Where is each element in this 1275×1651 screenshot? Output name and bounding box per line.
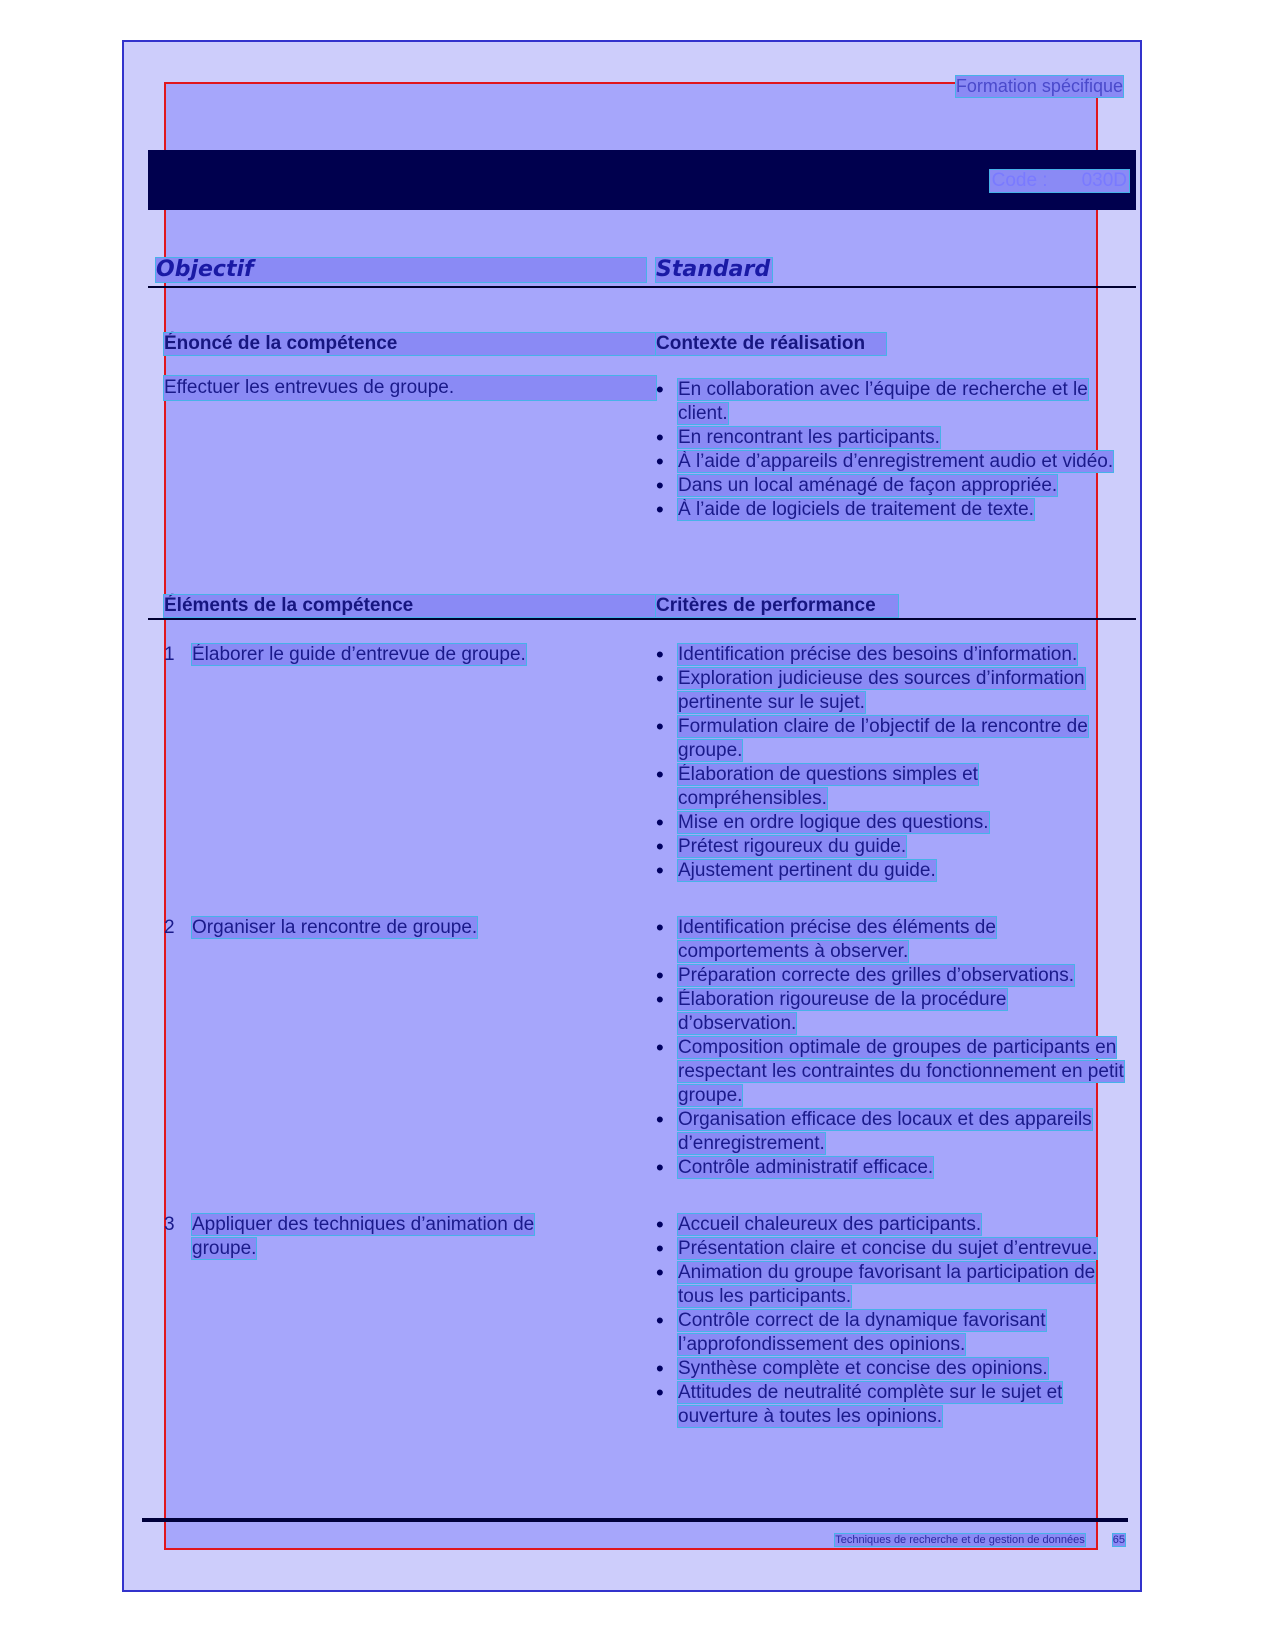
list-item: • Organisation efficace des locaux et des appareils d’enregistrement. [656,1108,1126,1156]
enonce-text: Effectuer les entrevues de groupe. [164,376,656,400]
list-item: • Présentation claire et concise du sujet d’entrevue. [656,1237,1126,1261]
list-item: • Attitudes de neutralité complète sur le sujet et ouverture à toutes les opinions. [656,1381,1126,1429]
heading-rule [148,286,1136,288]
page-number: 65 [1112,1534,1125,1546]
list-item: • Élaboration de questions simples et compréhensibles. [656,763,1126,811]
list-item: • Contrôle administratif efficace. [656,1156,1126,1180]
list-item: • Élaboration rigoureuse de la procédure d’observation. [656,988,1126,1036]
list-item: • Mise en ordre logique des questions. [656,811,1126,835]
code-label: Code : [991,170,1048,191]
element-text: Élaborer le guide d’entrevue de groupe. [192,644,526,665]
element-number: 1 [164,644,175,665]
element-number: 3 [164,1214,175,1235]
list-item: • Formulation claire de l’objectif de la rencontre de groupe. [656,715,1126,763]
enonce-title: Énoncé de la compétence [164,333,656,355]
element-number: 2 [164,917,175,938]
criteria-list [656,643,1126,883]
criteria-list [656,1213,1126,1429]
section-rule [148,618,1136,620]
header-banner [148,150,1136,210]
criteria-list [656,916,1126,1180]
page-footer [835,1534,1125,1546]
code-value: 030D [1081,170,1127,191]
list-item: • À l’aide d’appareils d’enregistrement audio et vidéo. [656,450,1126,474]
footer-program: Techniques de recherche et de gestion de données [835,1534,1085,1546]
list-item: • Synthèse complète et concise des opinions. [656,1357,1126,1381]
list-item: • Préparation correcte des grilles d’observations. [656,964,1126,988]
criteria-title: Critères de performance [656,595,898,617]
contexte-title: Contexte de réalisation [656,333,886,355]
column-heading-objective: Objectif [156,258,646,282]
list-item: • En rencontrant les participants. [656,426,1126,450]
column-heading-standard: Standard [656,257,771,282]
footer-rule [142,1518,1128,1522]
list-item: • Identification précise des besoins d’information. [656,643,1126,667]
list-item: • Prétest rigoureux du guide. [656,835,1126,859]
element-text: Appliquer des techniques d’animation de groupe. [192,1214,535,1259]
section-label: Formation spécifique [955,76,1123,96]
elements-title: Éléments de la compétence [164,595,656,617]
list-item: • Dans un local aménagé de façon appropriée. [656,474,1126,498]
list-item: • En collaboration avec l’équipe de recherche et le client. [656,378,1126,426]
list-item: • Contrôle correct de la dynamique favorisant l’approfondissement des opinions. [656,1309,1126,1357]
list-item: • Composition optimale de groupes de participants en respectant les contraintes du fonctionnement en petit groupe. [656,1036,1126,1108]
list-item: • Identification précise des éléments de comportements à observer. [656,916,1126,964]
element-text: Organiser la rencontre de groupe. [192,917,478,938]
list-item: • Accueil chaleureux des participants. [656,1213,1126,1237]
list-item: • Exploration judicieuse des sources d’information pertinente sur le sujet. [656,667,1126,715]
list-item: • Animation du groupe favorisant la participation de tous les participants. [656,1261,1126,1309]
list-item: • À l’aide de logiciels de traitement de texte. [656,498,1126,522]
competency-code [990,170,1129,192]
contexte-list [656,378,1126,522]
list-item: • Ajustement pertinent du guide. [656,859,1126,883]
